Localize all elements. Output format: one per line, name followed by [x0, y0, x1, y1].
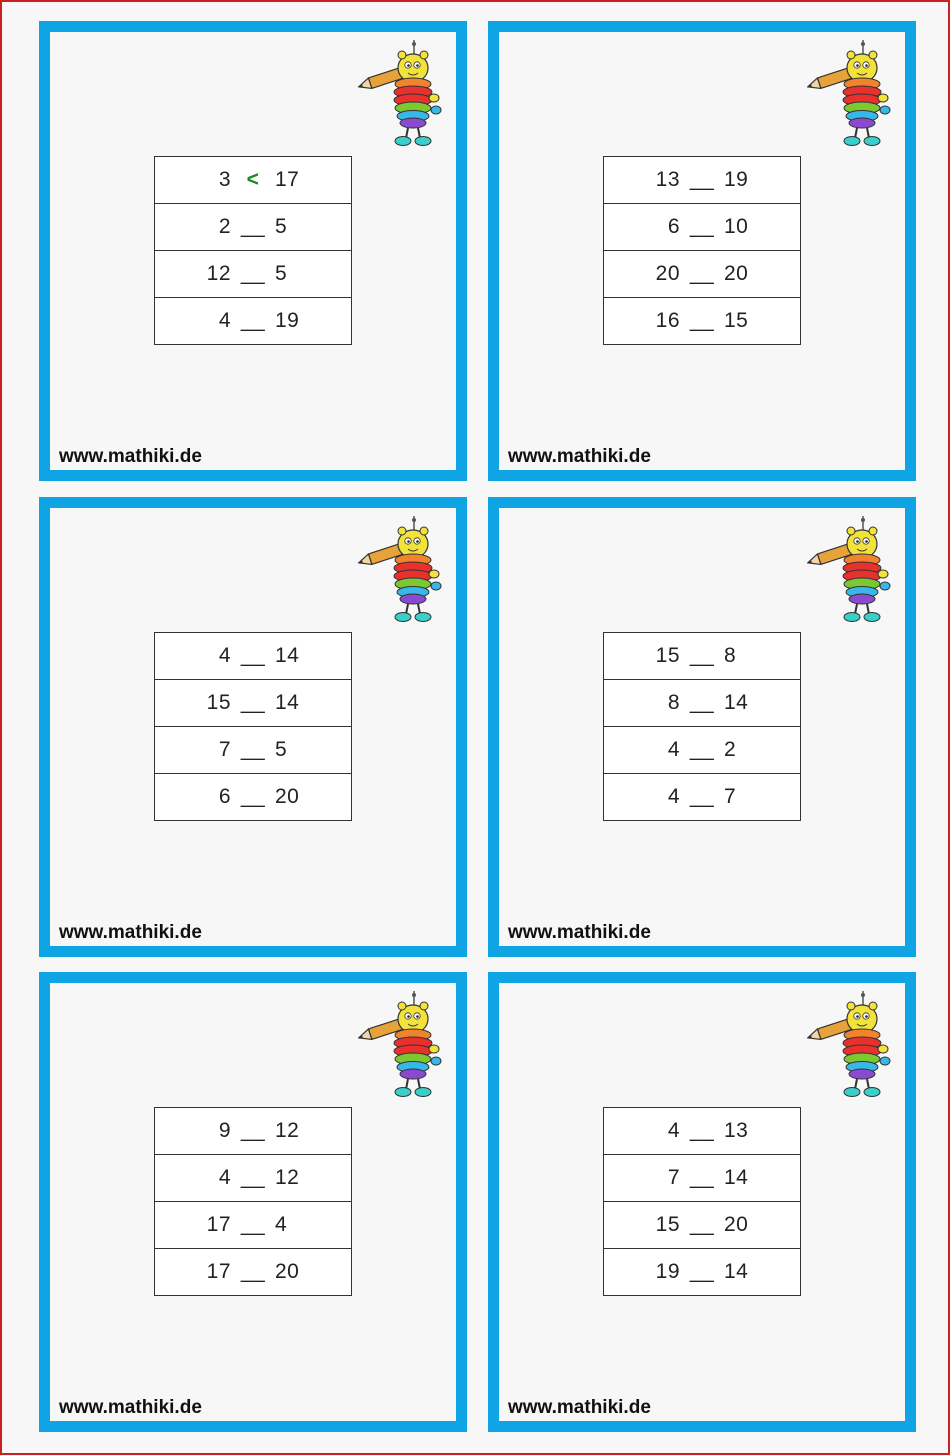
comparison-table: [154, 156, 352, 345]
website-footer: www.mathiki.de: [59, 446, 202, 467]
right-number: 13: [724, 1119, 749, 1142]
right-number: 17: [275, 168, 300, 191]
right-number: 14: [724, 1260, 749, 1283]
right-number: 20: [724, 1213, 749, 1236]
table-row: [155, 298, 352, 345]
left-number: 15: [206, 691, 231, 714]
exercise-card-4: [488, 497, 916, 957]
comparison-blank[interactable]: __: [689, 644, 715, 667]
table-row: [604, 1202, 801, 1249]
right-number: 19: [724, 168, 749, 191]
table-row: [155, 1202, 352, 1249]
comparison-blank[interactable]: __: [240, 1213, 266, 1236]
website-footer: www.mathiki.de: [59, 1397, 202, 1418]
pencil-mascot-icon: [807, 991, 895, 1101]
table-row: [155, 727, 352, 774]
left-number: 16: [655, 309, 680, 332]
table-row: [604, 633, 801, 680]
right-number: 8: [724, 644, 737, 667]
comparison-blank[interactable]: __: [240, 691, 266, 714]
right-number: 12: [275, 1166, 300, 1189]
table-row: [604, 680, 801, 727]
exercise-card-5: [39, 972, 467, 1432]
comparison-blank[interactable]: __: [689, 738, 715, 761]
right-number: 14: [724, 691, 749, 714]
left-number: 6: [667, 215, 680, 238]
left-number: 6: [218, 785, 231, 808]
left-number: 3: [218, 168, 231, 191]
website-footer: www.mathiki.de: [508, 922, 651, 943]
table-row: [155, 251, 352, 298]
exercise-card-6: [488, 972, 916, 1432]
comparison-blank[interactable]: __: [689, 168, 715, 191]
table-row: [155, 680, 352, 727]
comparison-blank[interactable]: __: [689, 785, 715, 808]
comparison-blank[interactable]: __: [240, 262, 266, 285]
website-footer: www.mathiki.de: [59, 922, 202, 943]
comparison-table: [603, 156, 801, 345]
comparison-blank[interactable]: __: [240, 1119, 266, 1142]
table-row: [155, 774, 352, 821]
comparison-blank[interactable]: __: [240, 215, 266, 238]
table-row: [155, 157, 352, 204]
exercise-card-3: [39, 497, 467, 957]
comparison-blank[interactable]: __: [689, 1213, 715, 1236]
left-number: 7: [667, 1166, 680, 1189]
right-number: 14: [275, 691, 300, 714]
left-number: 20: [655, 262, 680, 285]
comparison-blank[interactable]: __: [240, 785, 266, 808]
table-row: [155, 1108, 352, 1155]
pencil-mascot-icon: [358, 991, 446, 1101]
right-number: 12: [275, 1119, 300, 1142]
table-row: [604, 1155, 801, 1202]
left-number: 4: [218, 309, 231, 332]
left-number: 15: [655, 1213, 680, 1236]
comparison-blank[interactable]: __: [689, 1119, 715, 1142]
right-number: 15: [724, 309, 749, 332]
table-row: [155, 1155, 352, 1202]
left-number: 9: [218, 1119, 231, 1142]
left-number: 4: [218, 644, 231, 667]
left-number: 17: [206, 1260, 231, 1283]
right-number: 14: [275, 644, 300, 667]
right-number: 7: [724, 785, 737, 808]
right-number: 5: [275, 262, 288, 285]
comparison-blank[interactable]: __: [689, 262, 715, 285]
left-number: 15: [655, 644, 680, 667]
comparison-blank[interactable]: __: [689, 1166, 715, 1189]
pencil-mascot-icon: [358, 516, 446, 626]
pencil-mascot-icon: [358, 40, 446, 150]
pencil-mascot-icon: [807, 40, 895, 150]
right-number: 10: [724, 215, 749, 238]
table-row: [604, 204, 801, 251]
left-number: 4: [667, 785, 680, 808]
left-number: 4: [218, 1166, 231, 1189]
comparison-answer: <: [246, 168, 260, 191]
table-row: [604, 298, 801, 345]
left-number: 19: [655, 1260, 680, 1283]
comparison-blank[interactable]: __: [689, 309, 715, 332]
right-number: 20: [275, 1260, 300, 1283]
comparison-table: [154, 632, 352, 821]
left-number: 7: [218, 738, 231, 761]
comparison-blank[interactable]: __: [240, 644, 266, 667]
left-number: 12: [206, 262, 231, 285]
website-footer: www.mathiki.de: [508, 446, 651, 467]
table-row: [604, 1108, 801, 1155]
exercise-card-2: [488, 21, 916, 481]
left-number: 13: [655, 168, 680, 191]
right-number: 20: [275, 785, 300, 808]
table-row: [604, 157, 801, 204]
right-number: 4: [275, 1213, 288, 1236]
comparison-blank[interactable]: __: [689, 691, 715, 714]
comparison-blank[interactable]: __: [240, 738, 266, 761]
website-footer: www.mathiki.de: [508, 1397, 651, 1418]
comparison-table: [154, 1107, 352, 1296]
left-number: 17: [206, 1213, 231, 1236]
table-row: [155, 1249, 352, 1296]
comparison-blank[interactable]: __: [240, 309, 266, 332]
right-number: 19: [275, 309, 300, 332]
table-row: [155, 633, 352, 680]
right-number: 5: [275, 215, 288, 238]
right-number: 14: [724, 1166, 749, 1189]
comparison-blank[interactable]: __: [689, 215, 715, 238]
left-number: 4: [667, 1119, 680, 1142]
left-number: 8: [667, 691, 680, 714]
table-row: [155, 204, 352, 251]
comparison-blank[interactable]: __: [240, 1166, 266, 1189]
pencil-mascot-icon: [807, 516, 895, 626]
left-number: 4: [667, 738, 680, 761]
table-row: [604, 251, 801, 298]
exercise-card-1: [39, 21, 467, 481]
comparison-blank[interactable]: __: [689, 1260, 715, 1283]
right-number: 2: [724, 738, 737, 761]
right-number: 5: [275, 738, 288, 761]
table-row: [604, 774, 801, 821]
comparison-table: [603, 632, 801, 821]
comparison-table: [603, 1107, 801, 1296]
table-row: [604, 1249, 801, 1296]
table-row: [604, 727, 801, 774]
left-number: 2: [218, 215, 231, 238]
comparison-blank[interactable]: __: [240, 1260, 266, 1283]
right-number: 20: [724, 262, 749, 285]
